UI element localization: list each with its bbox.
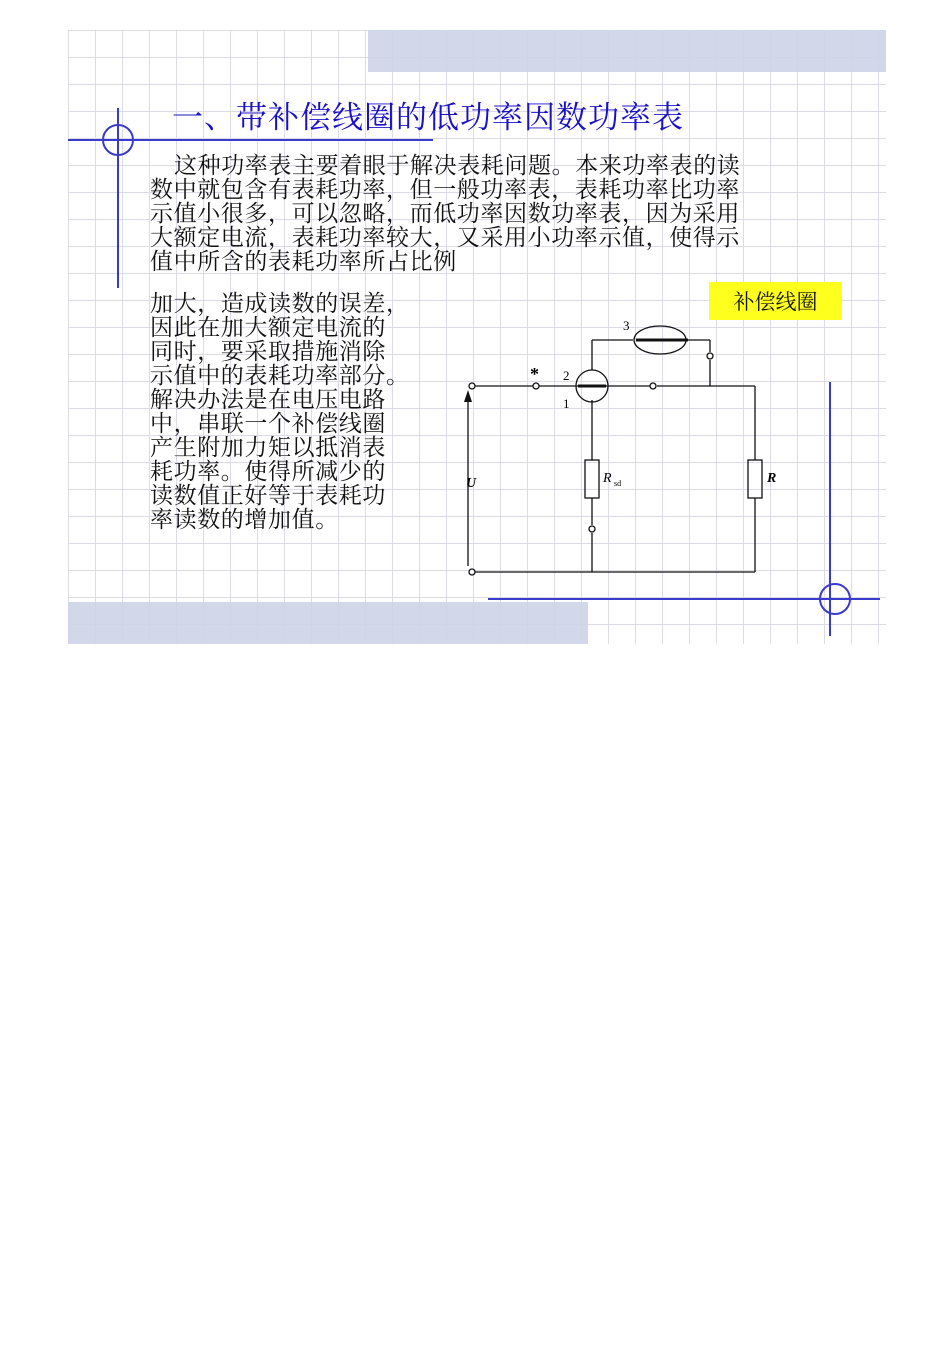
intro-line: 示值小很多，可以忽略，而低功率因数功率表，因为采用	[150, 201, 740, 227]
explanation-line: 因此在加大额定电流的	[150, 315, 386, 341]
explanation-line: 耗功率。使得所减少的	[150, 459, 386, 485]
node-label-3: 3	[623, 318, 630, 333]
resistor-rsd-subscript: sd	[614, 479, 622, 488]
compensation-coil-label: 补偿线圈	[709, 282, 842, 320]
resistor-r-label: R	[767, 471, 777, 486]
intro-line: 数中就包含有表耗功率，但一般功率表，表耗功率比功率	[150, 177, 740, 203]
node-label-1: 1	[563, 396, 570, 411]
explanation-line: 中，串联一个补偿线圈	[150, 411, 386, 437]
intro-paragraph	[150, 154, 828, 274]
circuit-diagram	[460, 310, 777, 580]
intro-line: 这种功率表主要着眼于解决表耗问题。本来功率表的读	[174, 153, 741, 179]
slide	[68, 30, 886, 644]
intro-line: 大额定电流，表耗功率较大，又采用小功率示值，使得示	[150, 225, 740, 251]
explanation-line: 同时，要采取措施消除	[150, 339, 386, 365]
node-label-2: 2	[563, 368, 570, 383]
explanation-line: 加大，造成读数的误差，	[150, 291, 410, 317]
explanation-line: 解决办法是在电压电路	[150, 387, 386, 413]
voltage-label: U	[466, 476, 477, 491]
explanation-line: 读数值正好等于表耗功	[150, 483, 386, 509]
explanation-paragraph	[150, 292, 450, 532]
resistor-rsd-label: R	[603, 471, 612, 486]
explanation-line: 示值中的表耗功率部分。	[150, 363, 410, 389]
slide-title: 一、带补偿线圈的低功率因数功率表	[172, 100, 684, 136]
star-mark: *	[530, 364, 539, 384]
intro-line: 值中所含的表耗功率所占比例	[150, 249, 457, 275]
explanation-line: 产生附加力矩以抵消表	[150, 435, 386, 461]
explanation-line: 率读数的增加值。	[150, 507, 339, 533]
